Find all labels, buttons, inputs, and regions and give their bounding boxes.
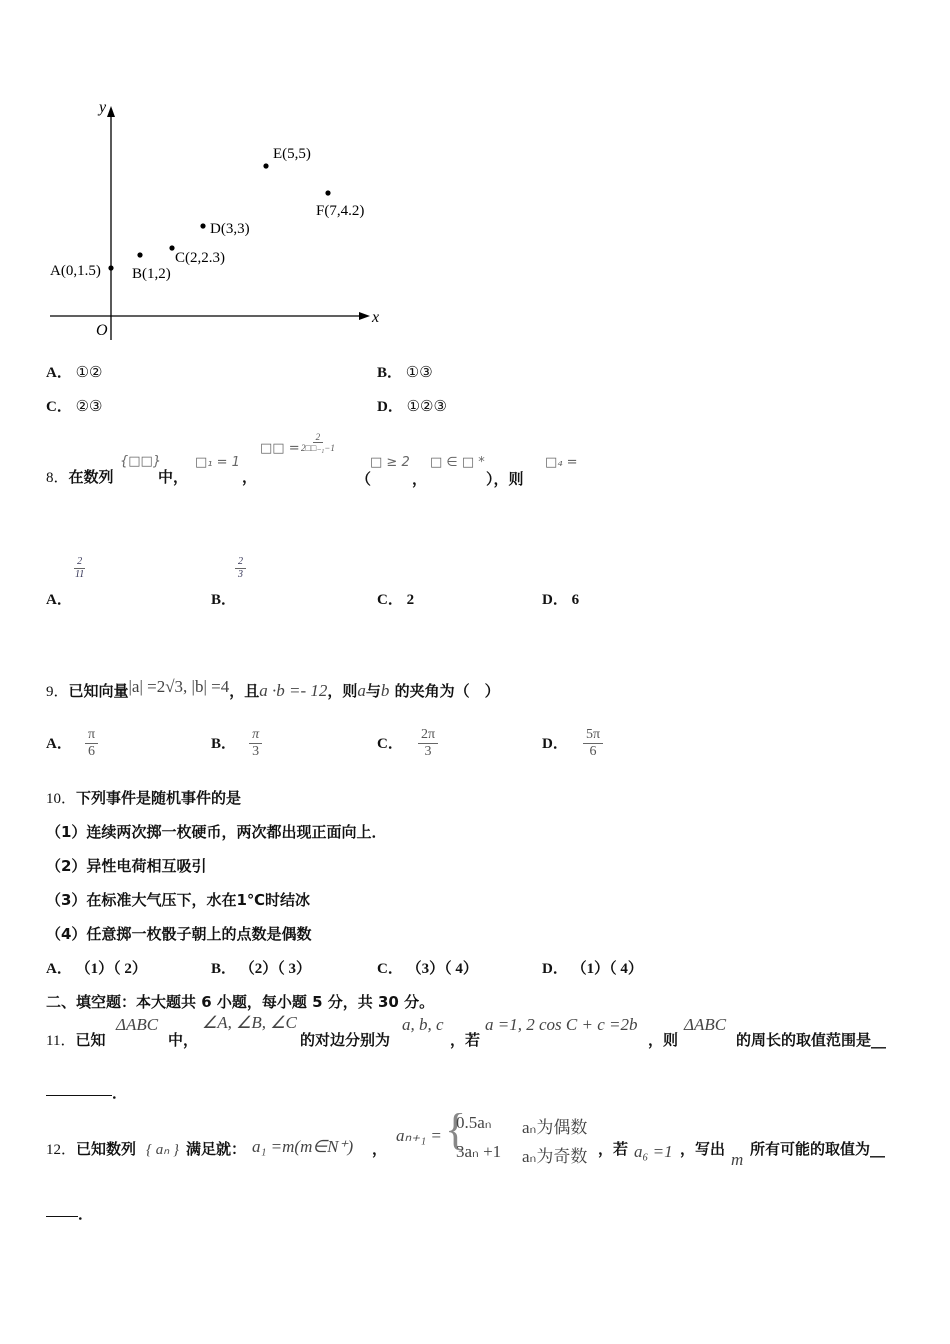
q11-condition: a =1, 2 cos C + c =2b [485,1015,638,1034]
option-text: （1）（ 4） [571,961,643,977]
option-text: 6 [571,592,580,608]
option-text: 2 [406,592,415,608]
option-text: ①②③ [406,399,447,415]
q9-stem: 9．已知向量|a| =2√3, |b| =4，且a ·b =- 12，则a与b 的夹角为（ ） [46,677,500,700]
point-f [325,190,330,195]
q12-case1-expr: 0.5aₙ [456,1113,492,1132]
origin-label: O [96,322,108,339]
question-number: 8． [46,470,69,486]
q8-option-c[interactable] [377,588,414,609]
q11-angles: ∠A, ∠B, ∠C [202,1013,297,1032]
q11-triangle: ΔABC [116,1015,159,1034]
q9-option-c[interactable] [377,727,438,760]
q12-answer-blank[interactable] [46,1215,78,1217]
option-letter: A． [46,961,72,977]
option-text: ①③ [405,365,433,381]
q11-stem: 11．已知 [46,1031,106,1049]
q12-sequence: { aₙ } [146,1142,179,1158]
question-number: 10． [46,791,77,807]
option-letter: C． [377,592,403,608]
option-text: （3）（ 4） [406,961,478,977]
point-d [200,223,205,228]
q7-option-c[interactable] [46,395,103,416]
point-a-label: A(0,1.5) [50,263,101,279]
option-fraction: $\frac{\pi}{6}$ [85,727,98,760]
option-letter: B． [377,365,403,381]
question-number: 9． [46,684,69,700]
q10-option-c[interactable] [377,957,478,978]
scatter-figure [40,90,390,350]
q9-option-a[interactable] [46,727,98,760]
q8-sequence: {□□} [120,454,162,469]
option-text: ②③ [75,399,103,415]
q9-option-b[interactable] [211,727,262,760]
option-text: ①② [75,365,103,381]
q7-option-a[interactable] [46,361,103,382]
q10-option-d[interactable] [542,957,643,978]
option-text: （2）（ 3） [239,961,312,977]
q12-case2-expr: 3aₙ +1 [456,1142,502,1161]
q8-option-d[interactable] [542,588,579,609]
option-letter: C． [377,736,403,753]
q9-dot-product: a ·b =- 12 [259,681,328,700]
q10-item-4: （4）任意掷一枚骰子朝上的点数是偶数 [46,925,312,943]
q8-an-fraction: $\frac{2}{\text{2□□₋₁−1}}$ [301,432,335,454]
q7-option-d[interactable] [377,395,447,416]
option-letter: D． [377,399,403,415]
q10-stem: 10．下列事件是随机事件的是 [46,789,242,807]
point-b [137,252,142,257]
option-text: （1）（ 2） [75,961,147,977]
section-heading: 二、填空题：本大题共 6 小题，每小题 5 分，共 30 分。 [46,993,435,1011]
point-c-label: C(2,2.3) [175,250,225,266]
q11-answer-blank[interactable] [46,1094,112,1096]
option-letter: B． [211,736,237,753]
q11-sides: a, b, c [402,1015,444,1034]
point-c [169,245,174,250]
q8-condition-set: □ ∈ □ * [430,455,485,470]
option-letter: C． [46,399,72,415]
q12-m: m [731,1150,744,1169]
point-b-label: B(1,2) [132,266,171,282]
y-axis-arrow-icon [107,106,115,117]
q12-stem: 12．已知数列 [46,1140,137,1158]
q12-brace: { [445,1105,467,1154]
q9-option-d[interactable] [542,727,603,760]
q7-option-b[interactable] [377,361,433,382]
q9-magnitudes: |a| =2√3, |b| =4 [128,677,230,696]
point-f-label: F(7,4.2) [316,203,365,219]
option-letter: B． [211,592,237,608]
q12-case2-cond: aₙ为奇数 [522,1147,588,1166]
point-e [263,163,268,168]
question-number: 12． [46,1142,77,1158]
q8-paren-close: ），则 [486,470,524,488]
option-fraction: $\frac{2\pi}{3}$ [418,727,438,760]
q10-item-1: （1）连续两次掷一枚硬币，两次都出现正面向上． [46,823,387,841]
q8-comma: ， [242,468,258,486]
q10-option-b[interactable] [211,957,311,978]
q8-text: 中， [158,468,189,486]
option-letter: D． [542,961,568,977]
option-letter: A． [46,365,72,381]
q8-a1: □₁ = 1 [195,455,240,470]
q8-option-a[interactable] [46,588,72,609]
option-letter: A． [46,736,72,753]
q8-comma-2: ， [412,470,428,488]
option-letter: D． [542,736,568,753]
q12-initial: a₁ =m(m∈N⁺) [252,1137,354,1156]
option-letter: B． [211,961,237,977]
q8-option-b[interactable] [211,588,236,609]
x-axis-label: x [372,309,380,326]
q8-option-a-fraction: $\frac{2}{11}$ [75,556,85,580]
q8-an-lhs: □□ = [260,441,300,456]
q8-paren-open: （ [356,470,372,488]
point-a [108,265,113,270]
q10-option-a[interactable] [46,957,147,978]
point-e-label: E(5,5) [273,146,311,162]
option-letter: D． [542,592,568,608]
q8-condition-n: □ ≥ 2 [370,455,410,470]
q10-item-2: （2）异性电荷相互吸引 [46,857,207,875]
y-axis-label: y [99,99,107,116]
option-fraction: $\frac{5\pi}{6}$ [583,727,603,760]
point-d-label: D(3,3) [210,221,250,237]
question-number: 11． [46,1033,76,1049]
q11-triangle-2: ΔABC [684,1015,727,1034]
q10-item-3: （3）在标准大气压下，水在1℃时结冰 [46,891,311,909]
q8-a4: □₄ = [545,455,578,470]
q8-stem: 8．在数列 [46,468,114,486]
option-letter: C． [377,961,403,977]
q12-recurrence-lhs: aₙ₊₁ = [396,1126,442,1145]
q12-case1-cond: aₙ为偶数 [522,1118,588,1137]
q12-a6: a₆ =1 [634,1142,673,1161]
option-fraction: $\frac{\pi}{3}$ [249,727,262,760]
option-letter: A． [46,592,72,608]
x-axis-arrow-icon [359,312,370,320]
q8-option-b-fraction: $\frac{2}{3}$ [235,556,246,580]
